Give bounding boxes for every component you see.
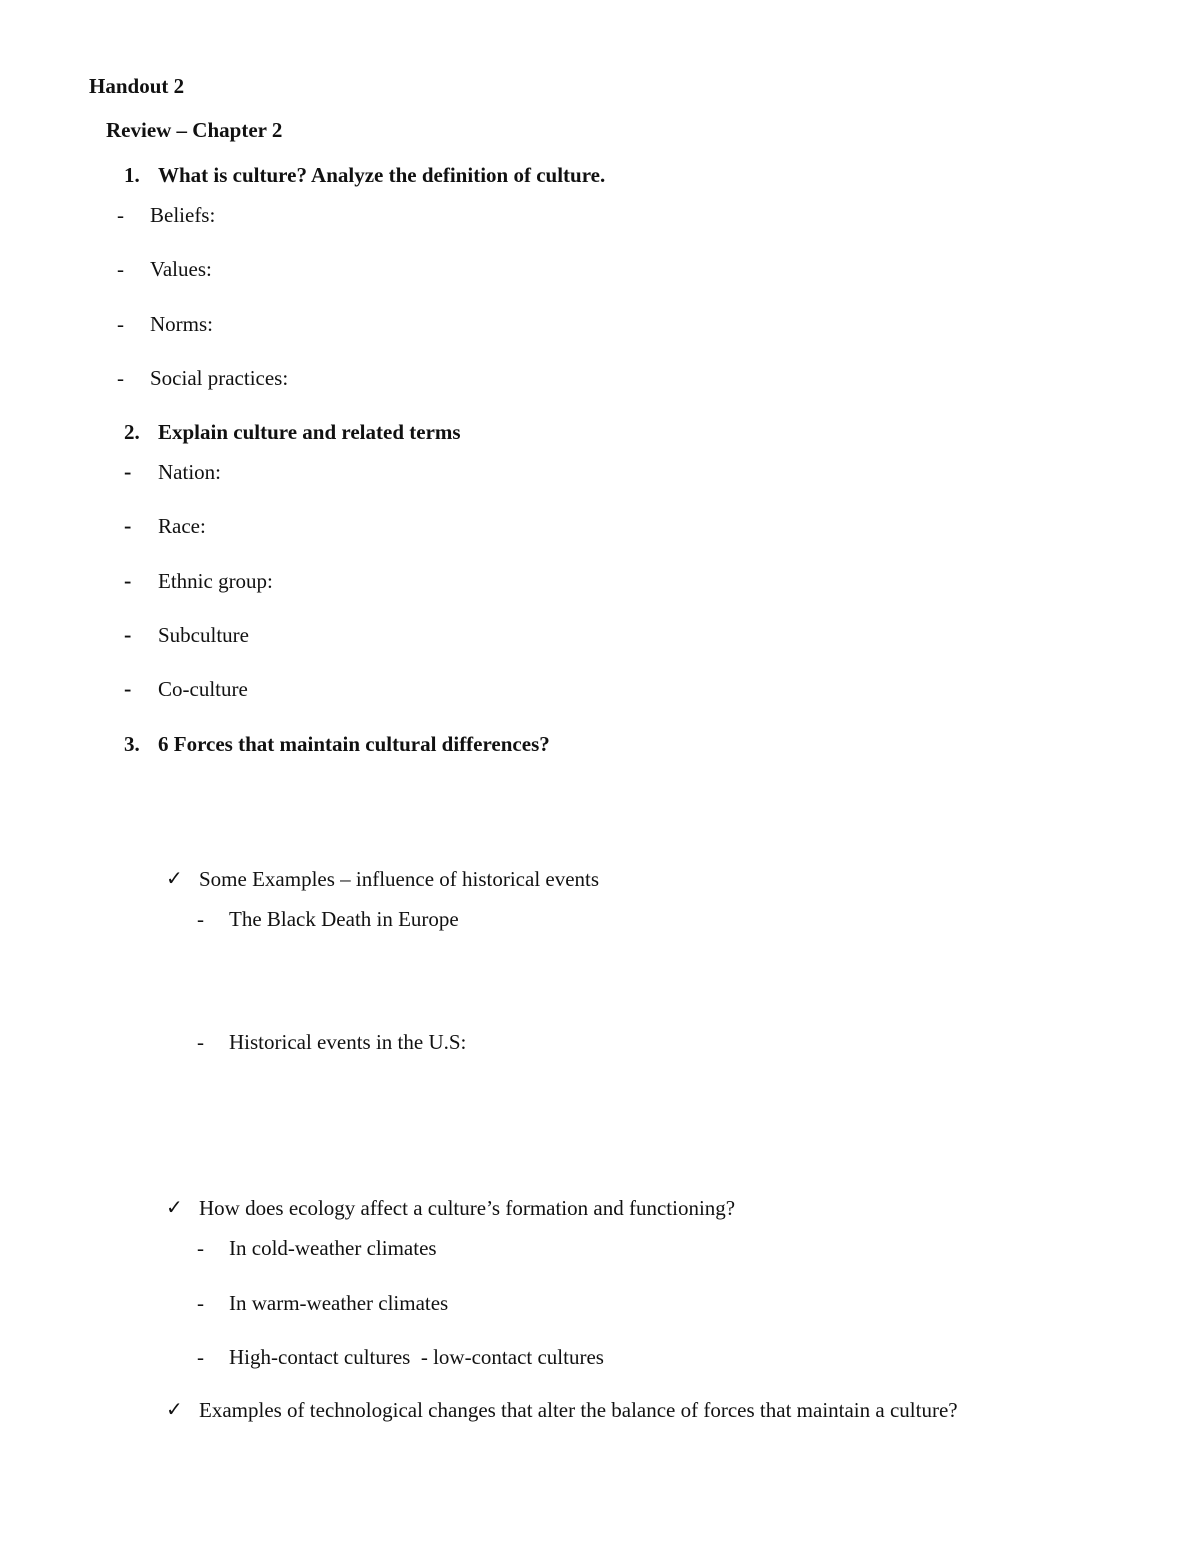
bullet-dash: - [197, 1345, 204, 1369]
list-item-nation: Nation: [158, 460, 221, 484]
bullet-dash: - [117, 203, 124, 227]
bullet-dash: - [197, 1030, 204, 1054]
list-item-co-culture: Co-culture [158, 677, 248, 701]
list-item-values: Values: [150, 257, 212, 281]
sub-item-warm-weather: In warm-weather climates [229, 1291, 449, 1315]
bullet-dash: - [124, 459, 132, 484]
question-1-number: 1. [124, 163, 140, 187]
list-item-subculture: Subculture [158, 623, 249, 647]
list-item-ethnic-group: Ethnic group: [158, 569, 273, 593]
check-item-ecology: How does ecology affect a culture’s formation and functioning? [199, 1196, 736, 1220]
bullet-dash: - [124, 676, 132, 701]
sub-item-cold-weather: In cold-weather climates [229, 1236, 437, 1260]
checkmark-icon: ✓ [166, 868, 183, 890]
checkmark-icon: ✓ [166, 1197, 183, 1219]
review-title: Review – Chapter 2 [106, 118, 283, 142]
bullet-dash: - [197, 907, 204, 931]
bullet-dash: - [197, 1236, 204, 1260]
bullet-dash: - [124, 513, 132, 538]
question-3-number: 3. [124, 732, 140, 756]
list-item-beliefs: Beliefs: [150, 203, 216, 227]
checkmark-icon: ✓ [166, 1399, 183, 1421]
list-item-social-practices: Social practices: [150, 366, 289, 390]
bullet-dash: - [117, 366, 124, 390]
sub-item-us-historical-events: Historical events in the U.S: [229, 1030, 467, 1054]
bullet-dash: - [117, 312, 124, 336]
sub-item-black-death: The Black Death in Europe [229, 907, 459, 931]
sub-item-contact-cultures: High-contact cultures - low-contact cultures [229, 1345, 604, 1369]
question-3-text: 6 Forces that maintain cultural differences? [158, 732, 550, 756]
bullet-dash: - [117, 257, 124, 281]
question-2-number: 2. [124, 420, 140, 444]
bullet-dash: - [124, 568, 132, 593]
handout-title: Handout 2 [89, 74, 185, 98]
check-item-historical-events: Some Examples – influence of historical events [199, 867, 600, 891]
check-item-technological-changes: Examples of technological changes that alter the balance of forces that maintain a culture? [199, 1398, 958, 1422]
list-item-norms: Norms: [150, 312, 213, 336]
bullet-dash: - [197, 1291, 204, 1315]
question-1-text: What is culture? Analyze the definition of culture. [158, 163, 606, 187]
question-2-text: Explain culture and related terms [158, 420, 461, 444]
bullet-dash: - [124, 622, 132, 647]
list-item-race: Race: [158, 514, 206, 538]
